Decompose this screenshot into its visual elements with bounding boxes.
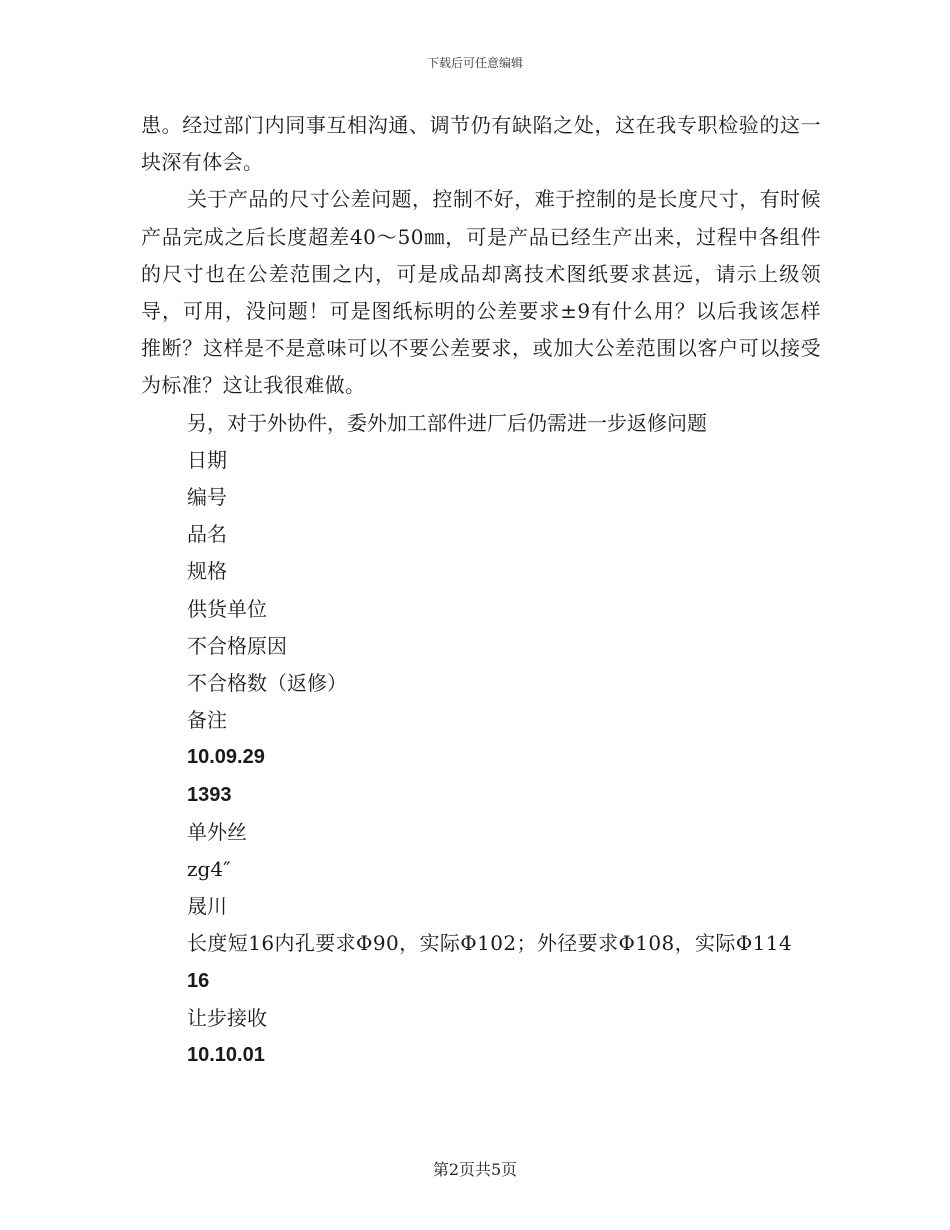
header-note: 下载后可任意编辑 — [426, 56, 523, 70]
table-header-quantity: 不合格数（返修） — [187, 671, 347, 696]
record-1-remark: 让步接收 — [187, 1005, 267, 1030]
record-1-quantity: 16 — [187, 969, 210, 992]
table-header-remark: 备注 — [187, 708, 227, 733]
table-header-date: 日期 — [187, 447, 227, 472]
document-body — [141, 107, 821, 1074]
paragraph-outsourced-parts: 另，对于外协件，委外加工部件进厂后仍需进一步返修问题 — [187, 410, 707, 435]
record-1-reason: 长度短16内孔要求Φ90，实际Φ102；外径要求Φ108，实际Φ114 — [187, 931, 793, 956]
record-1-name: 单外丝 — [187, 819, 247, 844]
page-indicator: 第2页共5页 — [432, 1160, 518, 1179]
table-header-name: 品名 — [187, 522, 227, 547]
table-header-number: 编号 — [187, 485, 227, 510]
table-header-supplier: 供货单位 — [187, 596, 267, 621]
record-2-date: 10.10.01 — [187, 1044, 265, 1067]
paragraph-continuation: 患。经过部门内同事互相沟通、调节仍有缺陷之处，这在我专职检验的这一块深有体会。 — [141, 113, 821, 175]
table-header-reason: 不合格原因 — [187, 633, 287, 658]
record-1-supplier: 晟川 — [187, 894, 227, 919]
paragraph-tolerance-issue: 关于产品的尺寸公差问题，控制不好，难于控制的是长度尺寸，有时候产品完成之后长度超差40～50㎜，可是产品已经生产出来，过程中各组件的尺寸也在公差范围之内，可是成品却离技术图纸要求甚远，请示上级领导，可用，没问题！可是图纸标明的公差要求±9有什么用？以后我该怎样推断？这样是不是意味可以不要公差要求，或加大公差范围以客户可以接受为标准？这让我很难做。 — [141, 187, 821, 398]
record-1-number: 1393 — [187, 783, 232, 806]
table-header-spec: 规格 — [187, 559, 227, 584]
record-1-spec: zg4″ — [187, 857, 231, 882]
record-1-date: 10.09.29 — [187, 746, 265, 769]
